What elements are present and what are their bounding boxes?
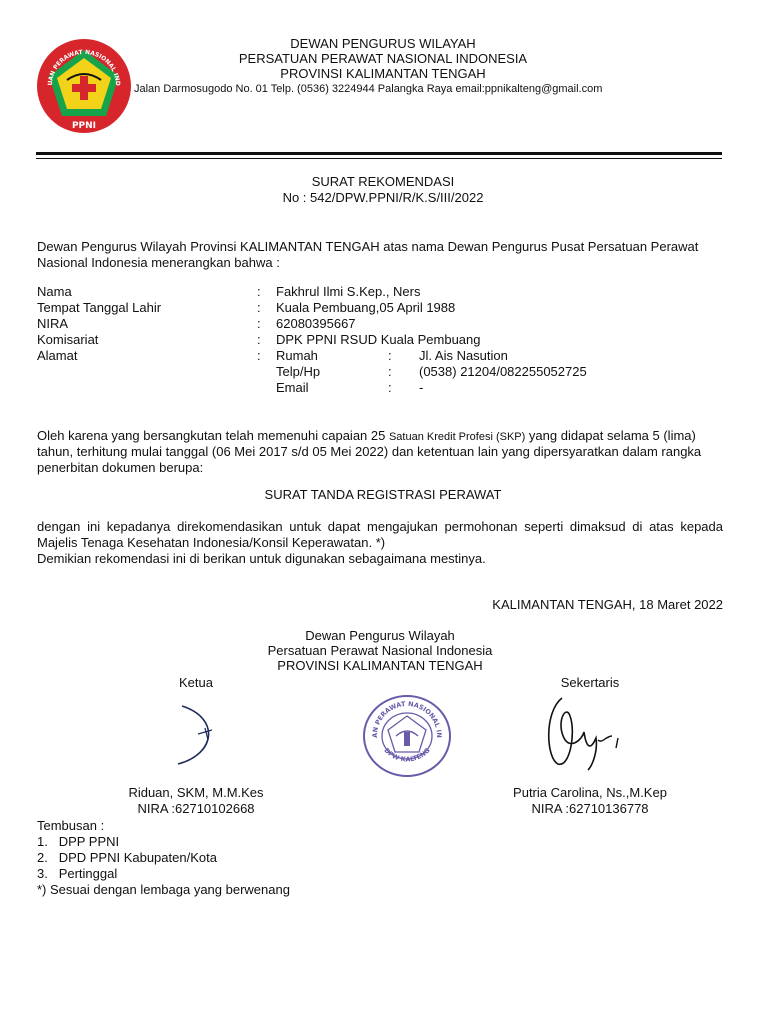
logo-label: PPNI	[71, 121, 97, 131]
body-p1-line2: tahun, terhitung mulai tanggal (06 Mei 2017 s/d 05 Mei 2022) dan ketentuan lain yang dipersyaratkan dalam rangka	[37, 444, 702, 459]
ketua-nira: NIRA :62710102668	[137, 801, 255, 816]
sekertaris-name: Putria Carolina, Ns.,M.Kep	[513, 785, 667, 800]
stamp-bottom-text: DPW KALTENG	[382, 746, 432, 764]
cc-footnote: *) Sesuai dengan lembaga yang berwenang	[37, 882, 290, 897]
cc-item-2: DPD PPNI Kabupaten/Kota	[58, 850, 217, 865]
field-sep: :	[257, 316, 261, 331]
intro-line2: Nasional Indonesia menerangkan bahwa :	[37, 255, 280, 270]
field-sep: :	[257, 348, 261, 363]
cc-item-3: Pertinggal	[58, 866, 118, 881]
ketua-signature	[168, 700, 228, 773]
intro-line1: Dewan Pengurus Wilayah Provinsi KALIMANTAN TENGAH atas nama Dewan Pengurus Pusat Persatuan Perawat	[37, 239, 699, 254]
field-label-nira: NIRA	[37, 316, 69, 331]
sub-value-telp: (0538) 21204/082255052725	[419, 364, 587, 379]
place-date: KALIMANTAN TENGAH, 18 Maret 2022	[492, 597, 723, 612]
sub-label-telp: Telp/Hp	[276, 364, 321, 379]
field-value-ttl: Kuala Pembuang,05 April 1988	[276, 300, 456, 315]
sub-sep: :	[388, 380, 392, 395]
sub-label-rumah: Rumah	[276, 348, 318, 363]
sub-sep: :	[388, 364, 392, 379]
field-label-ttl: Tempat Tanggal Lahir	[37, 300, 162, 315]
letterhead-line1: DEWAN PENGURUS WILAYAH	[290, 36, 476, 51]
cc-heading: Tembusan :	[37, 818, 105, 833]
signing-org-line2: Persatuan Perawat Nasional Indonesia	[267, 643, 493, 658]
sub-sep: :	[388, 348, 392, 363]
body-p2-line2: Majelis Tenaga Kesehatan Indonesia/Konsil Keperawatan. *)	[37, 535, 386, 550]
field-label-alamat: Alamat	[37, 348, 78, 363]
sub-label-email: Email	[276, 380, 309, 395]
body-p1-b: yang didapat selama 5 (lima)	[525, 428, 696, 443]
body-p1-a: Oleh karena yang bersangkutan telah memenuhi capaian 25	[37, 428, 389, 443]
field-value-komisariat: DPK PPNI RSUD Kuala Pembuang	[276, 332, 481, 347]
letterhead-address: Jalan Darmosugodo No. 01 Telp. (0536) 3224944 Palangka Raya email:ppnikalteng@gmail.com	[134, 83, 603, 95]
sekertaris-signature	[540, 692, 630, 775]
ppni-logo	[34, 36, 134, 134]
body-p1-line3: penerbitan dokumen berupa:	[37, 460, 204, 475]
letterhead-line3: PROVINSI KALIMANTAN TENGAH	[280, 66, 486, 81]
field-label-komisariat: Komisariat	[37, 332, 99, 347]
body-p1-skp: Satuan Kredit Profesi (SKP)	[388, 431, 526, 443]
stamp-ring-text: AN PERAWAT NASIONAL IN	[370, 699, 444, 738]
field-sep: :	[257, 332, 261, 347]
cc-item-1: DPP PPNI	[58, 834, 120, 849]
sekertaris-nira: NIRA :62710136778	[531, 801, 649, 816]
title-block	[150, 174, 616, 206]
letter-number: No : 542/DPW.PPNI/R/K.S/III/2022	[282, 190, 484, 205]
ketua-name: Riduan, SKM, M.M.Kes	[128, 785, 264, 800]
svg-text:DPW KALTENG	[382, 746, 431, 763]
signing-org-line3: PROVINSI KALIMANTAN TENGAH	[277, 658, 483, 673]
field-value-nira: 62080395667	[276, 316, 356, 331]
cc-item: 2. DPD PPNI Kabupaten/Kota	[37, 850, 217, 865]
official-stamp	[360, 692, 454, 783]
field-value-nama: Fakhrul Ilmi S.Kep., Ners	[276, 284, 421, 299]
document-name: SURAT TANDA REGISTRASI PERAWAT	[264, 487, 502, 502]
field-sep: :	[257, 300, 261, 315]
letterhead-line2: PERSATUAN PERAWAT NASIONAL INDONESIA	[238, 51, 528, 66]
signing-org	[180, 628, 580, 673]
letter-title: SURAT REKOMENDASI	[311, 174, 455, 189]
cc-item: 1. DPP PPNI	[37, 834, 120, 849]
header-rule-thick	[36, 152, 722, 155]
role-ketua: Ketua	[179, 675, 213, 690]
sub-value-email: -	[419, 380, 424, 395]
field-label-nama: Nama	[37, 284, 72, 299]
cc-item: 3. Pertinggal	[37, 866, 118, 881]
body-p2-line1: dengan ini kepadanya direkomendasikan untuk dapat mengajukan permohonan seperti dimaksud di atas kepada	[37, 519, 723, 534]
body-p1-line1	[37, 428, 696, 444]
letterhead	[150, 36, 616, 81]
field-sep: :	[257, 284, 261, 299]
svg-text:PERSATUAN PERAWAT NASIONAL IND	[360, 692, 443, 738]
logo-ring-text: UAN PERAWAT NASIONAL IND	[46, 48, 122, 87]
signing-org-line1: Dewan Pengurus Wilayah	[305, 628, 455, 643]
header-rule-thin	[36, 158, 722, 159]
body-p3: Demikian rekomendasi ini di berikan untuk digunakan sebagaimana mestinya.	[37, 551, 486, 566]
sub-value-rumah: Jl. Ais Nasution	[419, 348, 508, 363]
role-sekertaris: Sekertaris	[560, 675, 620, 690]
